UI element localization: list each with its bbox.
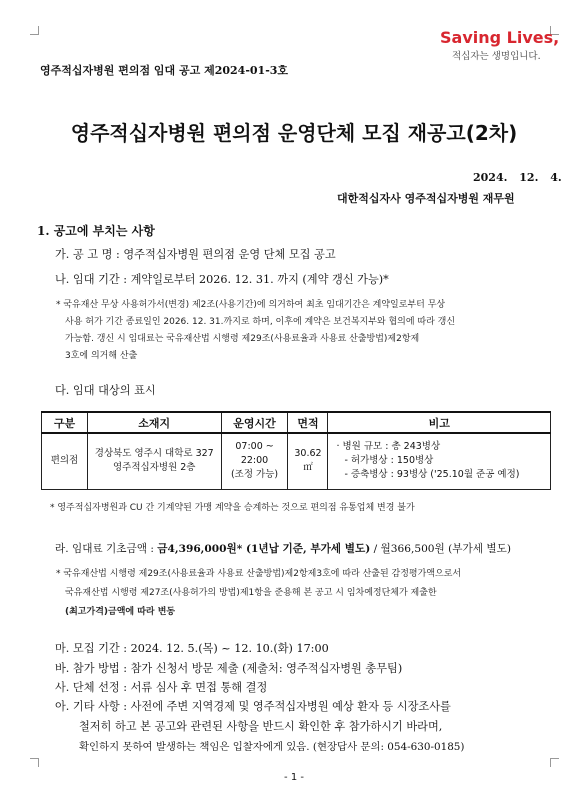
base-rent-amount: 금4,396,000원* (1년납 기준, 부가세 별도) — [157, 543, 371, 555]
table-row — [42, 433, 551, 489]
corner-mark-br — [550, 758, 559, 767]
remarks-line-2: - 허가병상 : 150병상 — [344, 455, 434, 467]
cell-location — [87, 433, 221, 489]
header-location: 소재지 — [87, 412, 221, 433]
hours-line-1: 07:00 ~ 22:00 — [235, 441, 274, 467]
notice-date: 2024. 12. 4. — [473, 171, 562, 184]
lease-target-table — [41, 411, 551, 490]
note-line: 국유재산법 시행령 제27조(사용허가의 방법)제1항을 준용해 본 공고 시 임차예정단체가 제출한 — [65, 588, 437, 598]
header-remarks: 비고 — [328, 412, 551, 433]
note-line: (최고가격)금액에 따라 변동 — [65, 607, 176, 617]
item-lease-period: 나. 임대 기간 : 계약일로부터 2026. 12. 31. 까지 (계약 갱신 가능)* — [55, 273, 389, 286]
brand-sub-slogan: 적십자는 생명입니다. — [452, 51, 541, 62]
hours-line-2: (조정 가능) — [230, 469, 279, 481]
cell-area: 30.62㎡ — [288, 433, 328, 489]
location-line-1: 경상북도 영주시 대학로 327 — [94, 448, 214, 460]
header-area: 면적 — [288, 412, 328, 433]
item-other-line-3: 확인하지 못하여 발생하는 책임은 입찰자에게 있음. (현장답사 문의: 054-630-0185) — [79, 741, 465, 753]
remarks-line-1: · 병원 규모 : 총 243병상 — [336, 441, 441, 453]
header-category: 구분 — [42, 412, 88, 433]
base-rent-monthly: / 월366,500원 (부가세 별도) — [370, 543, 511, 555]
item-other-line-2: 철저히 하고 본 공고와 관련된 사항을 반드시 확인한 후 참가하시기 바라며, — [79, 720, 443, 733]
cell-category: 편의점 — [42, 433, 88, 489]
notice-number: 영주적십자병원 편의점 임대 공고 제2024-01-3호 — [40, 64, 289, 77]
page-title: 영주적십자병원 편의점 운영단체 모집 재공고(2차) — [70, 121, 518, 145]
cell-hours — [221, 433, 288, 489]
item-participation-method: 바. 참가 방법 : 참가 신청서 방문 제출 (제출처: 영주적십자병원 총무팀) — [55, 662, 403, 675]
note-line: * 국유재산법 시행령 제29조(사용료율과 사용료 산출방법)제2항제3호에 따라 산출된 감정평가액으로서 — [56, 569, 462, 579]
note-line: 3호에 의거해 산출 — [65, 351, 138, 361]
header-hours: 운영시간 — [221, 412, 288, 433]
item-other-line-1: 아. 기타 사항 : 사전에 주변 지역경제 및 영주적십자병원 예상 환자 등 시장조사를 — [55, 700, 451, 713]
base-rent-prefix: 라. 임대료 기초금액 : — [55, 543, 158, 555]
note-line: 가능함. 갱신 시 임대료는 국유재산법 시행령 제29조(사용료율과 사용료 산출방법)제2항제 — [65, 334, 420, 344]
remarks-line-3: - 증축병상 : 93병상 ('25.10월 준공 예정) — [344, 469, 520, 481]
item-selection: 사. 단체 선정 : 서류 심사 후 면접 통해 결정 — [55, 681, 268, 694]
note-line: * 영주적십자병원과 CU 간 기계약된 가맹 계약을 승계하는 것으로 편의점 유통업체 변경 불가 — [50, 503, 415, 513]
corner-mark-bl — [30, 758, 39, 767]
item-lease-target: 다. 임대 대상의 표시 — [55, 384, 156, 397]
location-line-2: 영주적십자병원 2층 — [113, 462, 196, 474]
item-recruit-period: 마. 모집 기간 : 2024. 12. 5.(목) ~ 12. 10.(화) 17:00 — [55, 642, 329, 655]
note-line: 사용 허가 기간 종료일인 2026. 12. 31.까지로 하며, 이후에 계약은 보건복지부와 협의에 따라 갱신 — [65, 317, 456, 327]
item-base-rent — [55, 541, 511, 556]
corner-mark-tl — [30, 26, 39, 35]
brand-slogan: Saving Lives, — [440, 28, 560, 47]
issuer: 대한적십자사 영주적십자병원 재무원 — [337, 192, 515, 205]
section-heading: 1. 공고에 부치는 사항 — [37, 224, 155, 238]
note-line: * 국유재산 무상 사용허가서(변경) 제2조(사용기간)에 의거하여 최초 임대기간은 계약일로부터 무상 — [56, 300, 446, 310]
page-number: - 1 - — [284, 772, 304, 783]
item-notice-name: 가. 공 고 명 : 영주적십자병원 편의점 운영 단체 모집 공고 — [55, 248, 336, 261]
table-header-row — [42, 412, 551, 433]
cell-remarks — [328, 433, 551, 489]
